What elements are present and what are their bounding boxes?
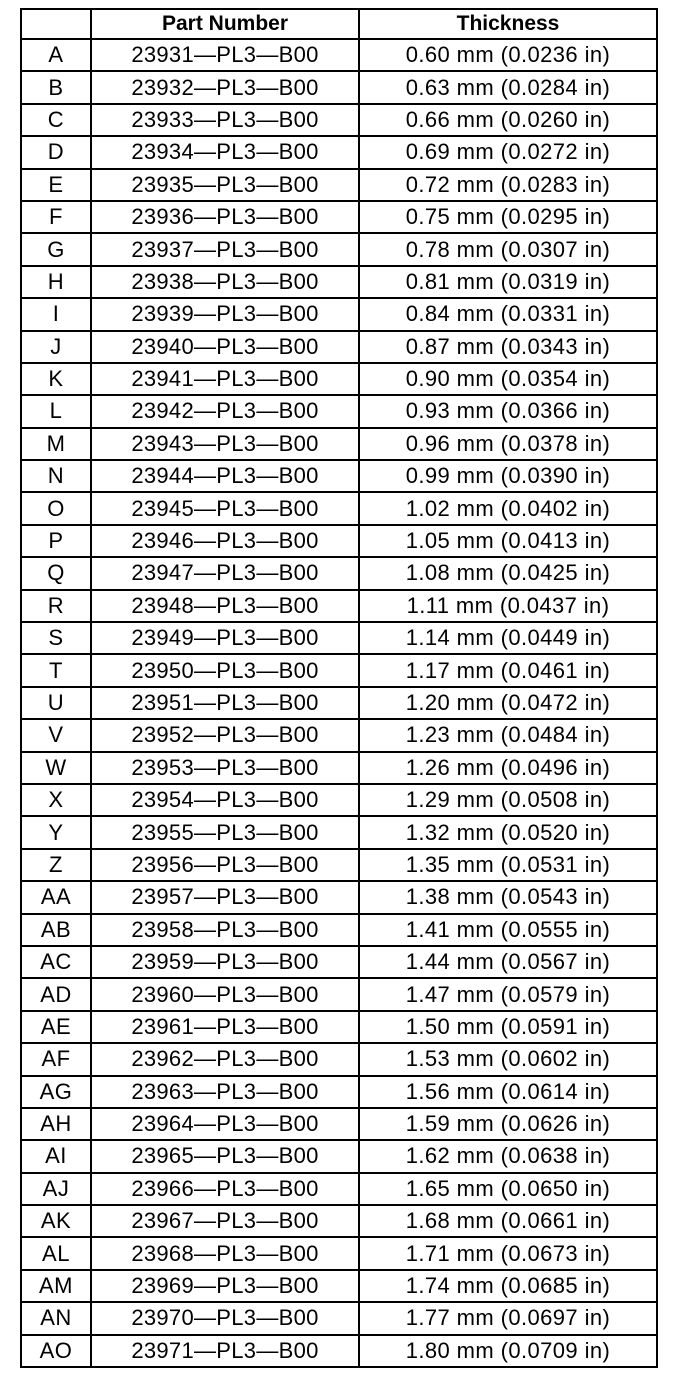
row-part-number: 23941—PL3—B00 [91, 363, 359, 395]
row-code: AO [21, 1335, 91, 1367]
row-thickness: 0.69 mm (0.0272 in) [359, 136, 657, 168]
header-row [21, 9, 657, 39]
table-row [21, 978, 657, 1010]
table-row [21, 331, 657, 363]
row-part-number: 23944—PL3—B00 [91, 460, 359, 492]
row-code: T [21, 654, 91, 686]
header-part-number: Part Number [91, 9, 359, 39]
table-row [21, 1205, 657, 1237]
row-part-number: 23960—PL3—B00 [91, 978, 359, 1010]
row-thickness: 1.20 mm (0.0472 in) [359, 687, 657, 719]
row-thickness: 1.29 mm (0.0508 in) [359, 784, 657, 816]
header-thickness: Thickness [359, 9, 657, 39]
table-row [21, 460, 657, 492]
row-part-number: 23955—PL3—B00 [91, 816, 359, 848]
row-code: AH [21, 1108, 91, 1140]
table-row [21, 1270, 657, 1302]
row-code: I [21, 298, 91, 330]
row-code: AK [21, 1205, 91, 1237]
row-thickness: 0.63 mm (0.0284 in) [359, 71, 657, 103]
table-row [21, 428, 657, 460]
row-code: W [21, 752, 91, 784]
row-part-number: 23935—PL3—B00 [91, 169, 359, 201]
row-part-number: 23938—PL3—B00 [91, 266, 359, 298]
row-thickness: 1.77 mm (0.0697 in) [359, 1302, 657, 1334]
row-thickness: 0.90 mm (0.0354 in) [359, 363, 657, 395]
row-part-number: 23939—PL3—B00 [91, 298, 359, 330]
table-row [21, 1140, 657, 1172]
row-code: AA [21, 881, 91, 913]
row-code: AL [21, 1237, 91, 1269]
row-part-number: 23971—PL3—B00 [91, 1335, 359, 1367]
row-part-number: 23947—PL3—B00 [91, 557, 359, 589]
row-part-number: 23953—PL3—B00 [91, 752, 359, 784]
row-thickness: 1.50 mm (0.0591 in) [359, 1011, 657, 1043]
table-row [21, 233, 657, 265]
row-thickness: 0.72 mm (0.0283 in) [359, 169, 657, 201]
row-part-number: 23949—PL3—B00 [91, 622, 359, 654]
table-row [21, 1011, 657, 1043]
row-part-number: 23937—PL3—B00 [91, 233, 359, 265]
row-part-number: 23945—PL3—B00 [91, 492, 359, 524]
table-row [21, 266, 657, 298]
row-thickness: 0.87 mm (0.0343 in) [359, 331, 657, 363]
row-code: G [21, 233, 91, 265]
table-row [21, 1173, 657, 1205]
row-code: Z [21, 849, 91, 881]
table-body [21, 39, 657, 1367]
row-code: AJ [21, 1173, 91, 1205]
row-thickness: 1.56 mm (0.0614 in) [359, 1076, 657, 1108]
table-row [21, 136, 657, 168]
shim-table-sheet [20, 8, 656, 1368]
row-code: AB [21, 914, 91, 946]
row-thickness: 0.84 mm (0.0331 in) [359, 298, 657, 330]
row-part-number: 23940—PL3—B00 [91, 331, 359, 363]
table-row [21, 590, 657, 622]
row-code: AC [21, 946, 91, 978]
row-thickness: 1.23 mm (0.0484 in) [359, 719, 657, 751]
table-row [21, 363, 657, 395]
table-row [21, 525, 657, 557]
row-thickness: 1.62 mm (0.0638 in) [359, 1140, 657, 1172]
table-row [21, 1237, 657, 1269]
table-row [21, 784, 657, 816]
row-part-number: 23965—PL3—B00 [91, 1140, 359, 1172]
row-part-number: 23933—PL3—B00 [91, 104, 359, 136]
header-code [21, 9, 91, 39]
row-code: F [21, 201, 91, 233]
row-code: H [21, 266, 91, 298]
row-thickness: 1.59 mm (0.0626 in) [359, 1108, 657, 1140]
row-thickness: 1.14 mm (0.0449 in) [359, 622, 657, 654]
row-thickness: 1.26 mm (0.0496 in) [359, 752, 657, 784]
row-code: AD [21, 978, 91, 1010]
row-thickness: 1.11 mm (0.0437 in) [359, 590, 657, 622]
row-thickness: 1.17 mm (0.0461 in) [359, 654, 657, 686]
row-thickness: 1.35 mm (0.0531 in) [359, 849, 657, 881]
row-part-number: 23959—PL3—B00 [91, 946, 359, 978]
row-part-number: 23963—PL3—B00 [91, 1076, 359, 1108]
table-row [21, 201, 657, 233]
row-code: AN [21, 1302, 91, 1334]
table-row [21, 687, 657, 719]
row-part-number: 23970—PL3—B00 [91, 1302, 359, 1334]
table-row [21, 881, 657, 913]
row-part-number: 23943—PL3—B00 [91, 428, 359, 460]
row-code: Q [21, 557, 91, 589]
row-thickness: 1.65 mm (0.0650 in) [359, 1173, 657, 1205]
row-part-number: 23948—PL3—B00 [91, 590, 359, 622]
row-part-number: 23950—PL3—B00 [91, 654, 359, 686]
table-row [21, 557, 657, 589]
row-thickness: 1.32 mm (0.0520 in) [359, 816, 657, 848]
row-code: K [21, 363, 91, 395]
row-part-number: 23936—PL3—B00 [91, 201, 359, 233]
row-thickness: 0.60 mm (0.0236 in) [359, 39, 657, 71]
row-part-number: 23954—PL3—B00 [91, 784, 359, 816]
table-row [21, 914, 657, 946]
row-part-number: 23946—PL3—B00 [91, 525, 359, 557]
row-thickness: 1.53 mm (0.0602 in) [359, 1043, 657, 1075]
row-part-number: 23932—PL3—B00 [91, 71, 359, 103]
row-thickness: 1.68 mm (0.0661 in) [359, 1205, 657, 1237]
table-row [21, 39, 657, 71]
row-part-number: 23967—PL3—B00 [91, 1205, 359, 1237]
row-thickness: 1.71 mm (0.0673 in) [359, 1237, 657, 1269]
row-part-number: 23969—PL3—B00 [91, 1270, 359, 1302]
row-code: A [21, 39, 91, 71]
table-row [21, 1335, 657, 1367]
table-row [21, 849, 657, 881]
row-part-number: 23962—PL3—B00 [91, 1043, 359, 1075]
table-row [21, 752, 657, 784]
row-part-number: 23942—PL3—B00 [91, 395, 359, 427]
table-row [21, 104, 657, 136]
row-thickness: 0.96 mm (0.0378 in) [359, 428, 657, 460]
row-thickness: 1.47 mm (0.0579 in) [359, 978, 657, 1010]
row-thickness: 0.81 mm (0.0319 in) [359, 266, 657, 298]
row-code: AF [21, 1043, 91, 1075]
row-thickness: 1.08 mm (0.0425 in) [359, 557, 657, 589]
row-code: R [21, 590, 91, 622]
row-thickness: 0.78 mm (0.0307 in) [359, 233, 657, 265]
row-code: C [21, 104, 91, 136]
row-code: B [21, 71, 91, 103]
row-thickness: 1.41 mm (0.0555 in) [359, 914, 657, 946]
row-code: E [21, 169, 91, 201]
row-part-number: 23934—PL3—B00 [91, 136, 359, 168]
row-code: U [21, 687, 91, 719]
row-part-number: 23957—PL3—B00 [91, 881, 359, 913]
table-row [21, 395, 657, 427]
row-code: S [21, 622, 91, 654]
row-thickness: 0.75 mm (0.0295 in) [359, 201, 657, 233]
row-thickness: 1.74 mm (0.0685 in) [359, 1270, 657, 1302]
row-code: AG [21, 1076, 91, 1108]
table-row [21, 492, 657, 524]
table-row [21, 622, 657, 654]
row-part-number: 23931—PL3—B00 [91, 39, 359, 71]
row-code: P [21, 525, 91, 557]
row-thickness: 1.38 mm (0.0543 in) [359, 881, 657, 913]
row-code: J [21, 331, 91, 363]
row-code: O [21, 492, 91, 524]
row-part-number: 23951—PL3—B00 [91, 687, 359, 719]
table-row [21, 169, 657, 201]
row-thickness: 1.02 mm (0.0402 in) [359, 492, 657, 524]
table-row [21, 71, 657, 103]
table-row [21, 1108, 657, 1140]
row-part-number: 23961—PL3—B00 [91, 1011, 359, 1043]
table-row [21, 1076, 657, 1108]
row-code: V [21, 719, 91, 751]
table-row [21, 1043, 657, 1075]
table-row [21, 946, 657, 978]
row-code: X [21, 784, 91, 816]
row-thickness: 1.80 mm (0.0709 in) [359, 1335, 657, 1367]
row-part-number: 23956—PL3—B00 [91, 849, 359, 881]
row-code: D [21, 136, 91, 168]
row-code: L [21, 395, 91, 427]
row-thickness: 0.99 mm (0.0390 in) [359, 460, 657, 492]
table-row [21, 1302, 657, 1334]
row-part-number: 23958—PL3—B00 [91, 914, 359, 946]
row-part-number: 23964—PL3—B00 [91, 1108, 359, 1140]
row-part-number: 23966—PL3—B00 [91, 1173, 359, 1205]
row-thickness: 1.05 mm (0.0413 in) [359, 525, 657, 557]
table-row [21, 654, 657, 686]
row-part-number: 23968—PL3—B00 [91, 1237, 359, 1269]
table-row [21, 719, 657, 751]
row-thickness: 0.66 mm (0.0260 in) [359, 104, 657, 136]
row-code: AI [21, 1140, 91, 1172]
row-code: AE [21, 1011, 91, 1043]
shim-spec-table [20, 8, 658, 1368]
row-code: M [21, 428, 91, 460]
row-thickness: 0.93 mm (0.0366 in) [359, 395, 657, 427]
row-code: Y [21, 816, 91, 848]
row-thickness: 1.44 mm (0.0567 in) [359, 946, 657, 978]
table-row [21, 298, 657, 330]
row-part-number: 23952—PL3—B00 [91, 719, 359, 751]
row-code: N [21, 460, 91, 492]
row-code: AM [21, 1270, 91, 1302]
table-header [21, 9, 657, 39]
table-row [21, 816, 657, 848]
